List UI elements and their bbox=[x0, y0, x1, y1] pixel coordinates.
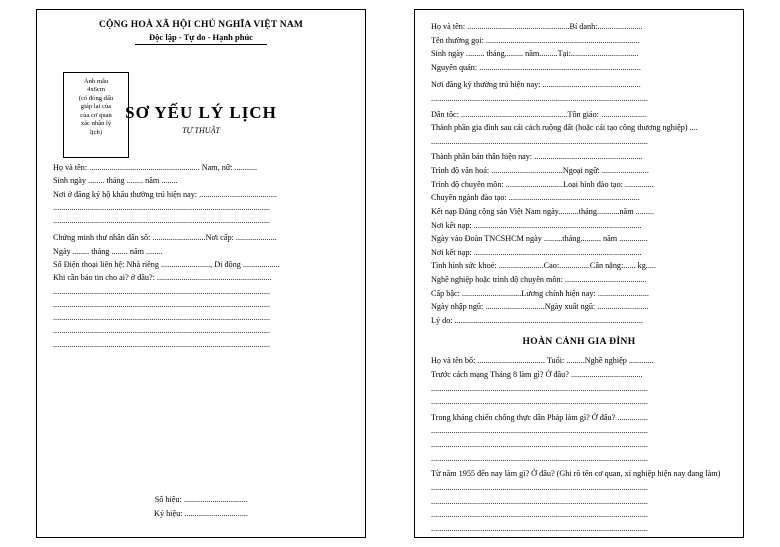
photo-box-line-2: 4x6cm bbox=[87, 86, 105, 94]
right-form-fields bbox=[431, 20, 727, 327]
photo-box-line-5: của cơ quan bbox=[80, 111, 112, 119]
photo-box-line-4: giáp lai của bbox=[80, 103, 112, 111]
field-father-name-age-job[interactable]: Họ và tên bố: ................................. Tuổi: .........Nghề nghiệp ............ bbox=[431, 356, 654, 366]
field-before-august-cont-2[interactable]: .......................................................................................................... bbox=[431, 397, 648, 407]
field-party-admission-date[interactable]: Kết nạp Đảng cộng sản Việt Nam ngày..........tháng...........năm ......... bbox=[431, 206, 655, 216]
field-birth-date-place[interactable]: Sinh ngày ......... tháng......... năm.........Tại:................................. bbox=[431, 49, 639, 59]
left-page-footer bbox=[37, 493, 365, 521]
photo-box-line-7: lịch) bbox=[89, 128, 103, 136]
field-contact-cont-4[interactable]: .......................................................................................................... bbox=[53, 326, 270, 336]
field-residence-cont-2[interactable]: .......................................................................................................... bbox=[53, 216, 270, 226]
field-since-1955-cont-1[interactable]: .......................................................................................................... bbox=[431, 482, 648, 492]
field-contact-cont-1[interactable]: .......................................................................................................... bbox=[53, 286, 270, 296]
field-contact-cont-2[interactable]: .......................................................................................................... bbox=[53, 299, 270, 309]
field-youth-union-date[interactable]: Ngày vào Đoàn TNCSHCM ngày .........tháng.......... năm .............. bbox=[431, 234, 648, 244]
footer-serial-number[interactable]: Số hiệu: ............................... bbox=[154, 495, 248, 505]
document-page-left bbox=[36, 9, 366, 538]
field-id-issue-date[interactable]: Ngày ........ tháng ........ năm ........ bbox=[53, 246, 163, 256]
field-permanent-residence-cont[interactable]: .......................................................................................................... bbox=[431, 94, 648, 104]
field-reason[interactable]: Lý do: ............................................................................................ bbox=[431, 315, 643, 325]
field-common-name[interactable]: Tên thường gọi: ........................................................................... bbox=[431, 35, 640, 45]
field-training-major[interactable]: Chuyên ngành đào tạo: ................................................................ bbox=[431, 193, 640, 203]
field-birthdate[interactable]: Sinh ngày ........ tháng ........ năm ........ bbox=[53, 176, 178, 186]
field-education-level[interactable]: Trình độ văn hoá: ...................................Ngoại ngữ: ....................... bbox=[431, 166, 649, 176]
photo-box-line-6: xác nhận lý bbox=[80, 120, 112, 128]
field-since-1955-cont-3[interactable]: .......................................................................................................... bbox=[431, 510, 648, 520]
field-fullname-alias[interactable]: Họ và tên: ..................................................Bí danh:...................... bbox=[431, 22, 643, 31]
field-since-1955-cont-2[interactable]: .......................................................................................................... bbox=[431, 496, 648, 506]
photo-box-line-3: (có đóng dấu bbox=[78, 94, 114, 102]
field-enlist-discharge-date[interactable]: Ngày nhập ngũ: .............................Ngày xuất ngũ: ......................... bbox=[431, 302, 649, 312]
field-french-resistance-cont-2[interactable]: .......................................................................................................... bbox=[431, 440, 648, 450]
page-subtitle: TỰ THUẬT bbox=[182, 126, 220, 135]
field-professional-level[interactable]: Trình độ chuyên môn: ............................Loại hình đào tạo: .............. bbox=[431, 179, 654, 189]
field-before-august-revolution[interactable]: Trước cách mạng Tháng 8 làm gì? Ở đâu? ................................... bbox=[431, 370, 643, 380]
field-party-admission-place[interactable]: Nơi kết nạp: .................................................................................. bbox=[431, 220, 642, 230]
family-form-fields bbox=[431, 354, 727, 535]
field-contact-cont-3[interactable]: .......................................................................................................... bbox=[53, 313, 270, 323]
field-permanent-residence[interactable]: Nơi đăng ký thường trú hiện nay: ................................................ bbox=[431, 80, 641, 90]
photo-placeholder-box bbox=[63, 72, 129, 158]
field-fullname[interactable]: Họ và tên: ...................................................... Nam, nữ: ........... bbox=[53, 163, 258, 172]
field-before-august-cont-1[interactable]: .......................................................................................................... bbox=[431, 383, 648, 393]
field-ethnicity-religion[interactable]: Dân tộc: ....................................................Tôn giáo: ...................... bbox=[431, 109, 647, 119]
document-page-right bbox=[414, 9, 744, 538]
field-rank-salary[interactable]: Cấp bậc: .............................Lương chính hiện nay: ......................... bbox=[431, 288, 649, 298]
field-contact-cont-5[interactable]: .......................................................................................................... bbox=[53, 339, 270, 349]
field-contact-person[interactable]: Khi cần báo tin cho ai? ở đâu?: ........................................................ bbox=[53, 273, 272, 283]
section-title-family: HOÀN CẢNH GIA ĐÌNH bbox=[522, 337, 636, 348]
field-family-class-cont[interactable]: .......................................................................................................... bbox=[431, 136, 648, 146]
field-phone[interactable]: Số Điện thoại liên hệ: Nhà riêng ........................, Di động .................. bbox=[53, 259, 280, 269]
national-title: CỘNG HOÀ XÃ HỘI CHỦ NGHĨA VIỆT NAM bbox=[98, 20, 304, 30]
field-id-number[interactable]: Chứng minh thư nhân dân số: ..........................Nơi cấp: .................... bbox=[53, 233, 277, 243]
footer-symbol[interactable]: Ký hiệu: ............................... bbox=[154, 509, 248, 519]
field-residence[interactable]: Nơi ở đăng ký hộ khẩu thường trú hiện nay: ...................................... bbox=[53, 189, 277, 199]
field-health-height-weight[interactable]: Tình hình sức khoẻ: ......................Cao:...............Cân nặng:...... kg..... bbox=[431, 261, 657, 271]
national-motto: Độc lập - Tự do - Hạnh phúc bbox=[149, 32, 253, 42]
field-french-resistance-cont-1[interactable]: .......................................................................................................... bbox=[431, 426, 648, 436]
header-rule bbox=[135, 44, 267, 45]
field-family-class[interactable]: Thành phần gia đình sau cải cách ruộng đất (hoặc cải tạo công thương nghiệp) .... bbox=[431, 123, 698, 133]
field-hometown[interactable]: Nguyên quán: ............................................................................... bbox=[431, 62, 641, 72]
left-form-fields bbox=[53, 161, 349, 351]
page-title: SƠ YẾU LÝ LỊCH bbox=[125, 103, 277, 122]
field-residence-cont-1[interactable]: .......................................................................................................... bbox=[53, 202, 270, 212]
field-occupation[interactable]: Nghề nghiệp hoặc trình độ chuyên môn: ........................................ bbox=[431, 274, 647, 284]
left-page-header bbox=[53, 20, 349, 45]
field-french-resistance-cont-3[interactable]: .......................................................................................................... bbox=[431, 453, 648, 463]
photo-box-line-1: Ảnh mẫu bbox=[83, 78, 109, 85]
field-youth-union-place[interactable]: Nơi kết nạp: .................................................................................. bbox=[431, 247, 642, 257]
field-french-resistance[interactable]: Trong kháng chiến chống thực dân Pháp làm gì? Ở đâu? ............... bbox=[431, 412, 648, 422]
field-personal-class[interactable]: Thành phần bản thân hiện nay: ..................................................... bbox=[431, 152, 643, 162]
field-since-1955-cont-4[interactable]: .......................................................................................................... bbox=[431, 523, 648, 533]
field-since-1955[interactable]: Từ năm 1955 đến nay làm gì? Ở đâu? (Ghi rõ tên cơ quan, xí nghiệp hiện nay đang làm) bbox=[431, 469, 721, 479]
